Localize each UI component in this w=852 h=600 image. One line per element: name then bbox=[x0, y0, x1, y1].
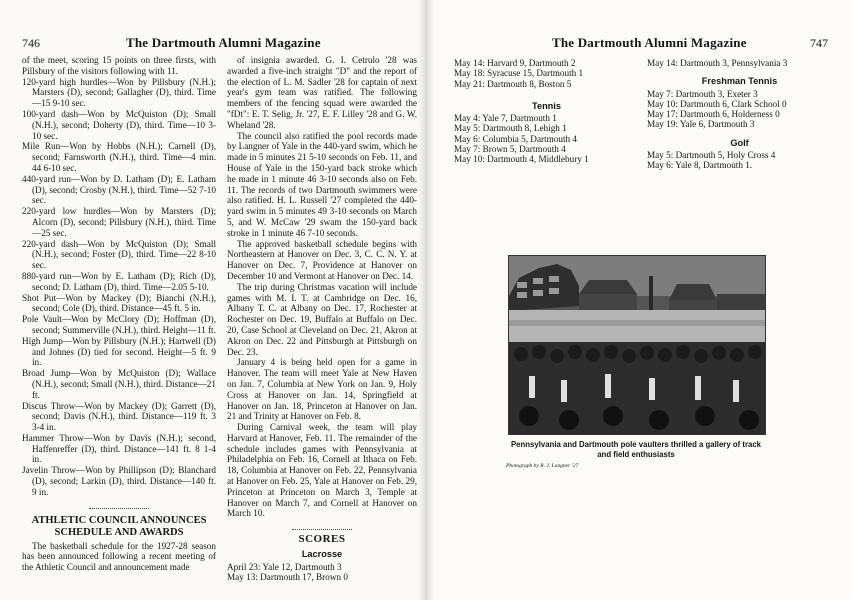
article-paragraph: of insignia awarded. G. I. Cetrulo '28 was awarded a five-inch straight "D" and the report of the election of L. M. Sadler '28 for captain of next year's gym team was ratified. The following members of the fencing squad were awarded the "fDt": E. T. Selig, Jr. '27, E. F. Lilley '28 and G. W. Wheland '28. bbox=[227, 55, 417, 130]
article-paragraph: During Carnival week, the team will play Harvard at Hanover, Feb. 11. The remainder of the schedule includes games with Pennsylvania at Philadelphia on Feb. 16, Cornell at Ithaca on Feb. 18, Columbia at Hanover on Feb. 22, Pennsylvania at Hanover on Feb. 25, Yale at Hanover on Feb. 29, Princeton at Princeton on March 3, Temple at Hanover on March 7, and Cornell at Hanover on March 10. bbox=[227, 422, 417, 519]
right-column-2 bbox=[647, 58, 832, 171]
article-paragraph: The council also ratified the pool records made by Langner of Yale in the 440-yard swim, which he made in 5 minutes 21 5-10 seconds on Feb. 11, and House of Yale in the 150-yard back stroke which he made in 1 minute 46 3-10 seconds also on Feb. 11. The records of two Dartmouth swimmers were also ratified. H. L. Russell '27 completed the 440-yard swim in 5 minutes 49 3-10 seconds on March 5, and W. McCaw '29 swam the 150-yard back stroke in 1 minute 46 7-10 seconds. bbox=[227, 130, 417, 238]
article-paragraphs bbox=[227, 55, 417, 519]
track-result: 880-yard run—Won by E. Latham (D); Rich (D), second; D. Latham (D), third. Time—2.05 5-10. bbox=[22, 270, 216, 292]
track-result: Mile Run—Won by Hobbs (N.H.); Carnell (D), second; Farnsworth (N.H.), third. Time—4 min. 44 6-10 sec. bbox=[22, 141, 216, 173]
track-result: 220-yard dash—Won by McQuiston (D); Small (N.H.), second; Foster (D), third. Time—22 8-10 sec. bbox=[22, 238, 216, 271]
lacrosse-title: Lacrosse bbox=[301, 549, 343, 560]
tennis-title: Tennis bbox=[532, 100, 561, 111]
track-result: High Jump—Won by Pillsbury (N.H.); Hartwell (D) and Johnes (D) tied for second. Height—5 ft. 9 in. bbox=[22, 335, 216, 368]
track-result: 120-yard high hurdles—Won by Pillsbury (N.H.); Marsters (D), second; Gallagher (D), third. Time—15 9-10 sec. bbox=[22, 76, 216, 109]
photo-credit: Photograph by R. J. Langner '27 bbox=[506, 463, 579, 469]
section-body: The basketball schedule for the 1927-28 season has been announced following a recent meeting of the Athletic Council and announcement made bbox=[22, 540, 216, 573]
freshman-tennis-scores bbox=[647, 89, 832, 130]
score-line: May 6: Columbia 5, Dartmouth 4 bbox=[454, 133, 577, 144]
track-result: Javelin Throw—Won by Phillipson (D); Blanchard (D), second; Larkin (D), third. Distance—140 ft. 9 in. bbox=[22, 465, 216, 497]
track-result: Hammer Throw—Won by Davis (N.H.); second, Haffenreffer (D), third. Distance—141 ft. 8 1-4 in. bbox=[22, 432, 216, 465]
score-line: May 19: Yale 6, Dartmouth 3 bbox=[647, 119, 755, 130]
score-line: May 4: Yale 7, Dartmouth 1 bbox=[454, 113, 557, 124]
score-line: May 21: Dartmouth 8, Boston 5 bbox=[454, 78, 572, 89]
scores-divider bbox=[292, 529, 352, 530]
score-line: May 13: Dartmouth 17, Brown 0 bbox=[227, 572, 348, 583]
track-results-list bbox=[22, 77, 216, 498]
track-result: Discus Throw—Won by Mackey (D); Garrett (D), second; Davis (N.H.), third. Distance—119 ft. 3 3-4 in. bbox=[22, 400, 216, 433]
score-line: May 5: Dartmouth 5, Holy Cross 4 bbox=[647, 150, 776, 161]
score-line: May 17: Dartmouth 6, Holderness 0 bbox=[647, 109, 780, 120]
score-line: May 10: Dartmouth 4, Middlebury 1 bbox=[454, 154, 589, 165]
left-column-1 bbox=[22, 55, 216, 573]
section-divider bbox=[89, 508, 149, 509]
running-head-right: The Dartmouth Alumni Magazine bbox=[552, 35, 747, 50]
article-paragraph: January 4 is being held open for a game in Hanover. The team will meet Yale at New Haven on Jan. 7, Columbia at New York on Jan. 9, Holy Cross at Hanover on Jan. 14, Springfield at Hanover on Jan. 18, Princeton at Hanover on Jan. 21 and Trinity at Hanover on Feb. 8. bbox=[227, 357, 417, 422]
score-line: May 7: Dartmouth 3, Exeter 3 bbox=[647, 88, 758, 99]
section-title-line-1: ATHLETIC COUNCIL ANNOUNCES bbox=[31, 514, 207, 526]
page-number-right: 747 bbox=[810, 36, 828, 50]
meet-lead: of the meet, scoring 15 points on three firsts, with Pillsbury of the visitors following with 11. bbox=[22, 55, 216, 76]
book-gutter bbox=[418, 0, 434, 600]
lacrosse-continued bbox=[647, 58, 832, 68]
right-page bbox=[426, 0, 852, 600]
score-line: April 23: Yale 12, Dartmouth 3 bbox=[227, 561, 342, 572]
golf-scores bbox=[647, 150, 832, 171]
page-number-left: 746 bbox=[22, 36, 40, 50]
score-line: May 5: Dartmouth 8, Lehigh 1 bbox=[454, 123, 567, 134]
tennis-scores bbox=[454, 113, 639, 164]
score-line: May 6: Yale 8, Dartmouth 1. bbox=[647, 160, 753, 171]
photo-illustration bbox=[509, 256, 765, 434]
golf-title: Golf bbox=[730, 137, 749, 148]
score-line: May 10: Dartmouth 6, Clark School 0 bbox=[647, 98, 787, 109]
track-result: 440-yard run—Won by D. Latham (D); E. Latham (D), second; Crosby (N.H.), third. Time—52 7-10 sec. bbox=[22, 173, 216, 206]
section-title bbox=[22, 515, 216, 539]
track-meet-photo bbox=[508, 255, 766, 435]
track-result: 220-yard low hurdles—Won by Marsters (D); Alcorn (D), second; Pillsbury (N.H.), third. Time—25 sec. bbox=[22, 206, 216, 238]
score-line: May 18: Syracuse 15, Dartmouth 1 bbox=[454, 68, 584, 79]
freshman-tennis-title: Freshman Tennis bbox=[701, 76, 778, 87]
lacrosse-scores bbox=[227, 562, 417, 583]
photo-caption: Pennsylvania and Dartmouth pole vaulters thrilled a gallery of track and field enthusiasts bbox=[510, 440, 761, 459]
track-result: 100-yard dash—Won by McQuiston (D); Small (N.H.), second; Doherty (D), third. Time—10 3-10 sec. bbox=[22, 108, 216, 141]
baseball-scores bbox=[454, 58, 639, 89]
score-line: May 14: Harvard 9, Dartmouth 2 bbox=[454, 58, 576, 68]
score-line: May 14: Dartmouth 3, Pennsylvania 3 bbox=[647, 58, 788, 68]
left-column-2 bbox=[227, 55, 417, 582]
track-result: Broad Jump—Won by McQuiston (D); Wallace (N.H.), second; Small (N.H.), third. Distance—21 ft. bbox=[22, 368, 216, 400]
score-line: May 7: Brown 5, Dartmouth 4 bbox=[454, 144, 566, 155]
running-head-left: The Dartmouth Alumni Magazine bbox=[126, 35, 321, 50]
scores-title: SCORES bbox=[298, 533, 346, 546]
right-column-1 bbox=[454, 58, 639, 165]
track-result: Pole Vault—Won by McClory (D); Hoffman (D), second; Summerville (N.H.), third. Height—11 ft. bbox=[22, 314, 216, 335]
section-title-line-2: SCHEDULE AND AWARDS bbox=[54, 526, 184, 538]
track-result: Shot Put—Won by Mackey (D); Bianchi (N.H.), second; Cole (D), third. Distance—45 ft. 5 in. bbox=[22, 292, 216, 314]
article-paragraph: The approved basketball schedule begins with Northeastern at Hanover on Dec. 3, C. C. N. Y. at Hanover on Dec. 7, Providence at Hanover on December 10 and Vermont at Hanover on Dec. 14. bbox=[227, 238, 417, 281]
article-paragraph: The trip during Christmas vacation will include games with M. I. T. at Cambridge on Dec. 16, Albany T. C. at Albany on Dec. 17, Rochester at Rochester on Dec. 19, Buffalo at Buffalo on Dec. 20, Case School at Cleveland on Dec. 21, Akron at Akron on Dec. 22 and Pittsburgh at Pittsburgh on Dec. 23. bbox=[227, 281, 417, 357]
